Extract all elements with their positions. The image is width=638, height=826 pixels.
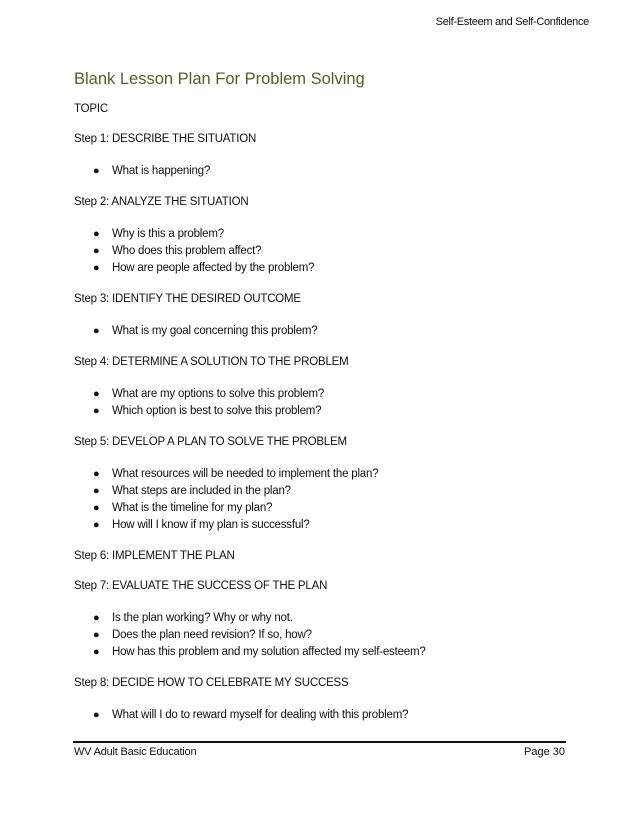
list-item <box>74 517 574 534</box>
document-body <box>74 101 574 724</box>
bullet-icon: ● <box>93 502 100 514</box>
step-heading-1: Step 1: DESCRIBE THE SITUATION <box>74 133 257 145</box>
footer-rule <box>73 741 566 743</box>
spacer <box>74 450 574 466</box>
step-heading-5: Step 5: DEVELOP A PLAN TO SOLVE THE PROBLEM <box>74 436 347 448</box>
step-2-bullets <box>74 226 574 277</box>
step-1-bullets <box>74 163 574 180</box>
spacer <box>74 210 574 226</box>
bullet-icon: ● <box>93 245 100 257</box>
list-item <box>74 323 574 340</box>
spacer <box>74 534 574 548</box>
bullet-icon: ● <box>93 629 100 641</box>
bullet-icon: ● <box>93 485 100 497</box>
list-item <box>74 243 574 260</box>
list-item-text: What is my goal concerning this problem? <box>112 325 318 337</box>
spacer <box>74 564 574 578</box>
footer-left-text: WV Adult Basic Education <box>74 746 197 758</box>
step-4-bullets <box>74 386 574 420</box>
spacer <box>74 661 574 675</box>
spacer <box>74 180 574 194</box>
spacer <box>74 117 574 131</box>
list-item-text: What are my options to solve this problem? <box>112 388 325 400</box>
list-item <box>74 466 574 483</box>
list-item-text: Who does this problem affect? <box>112 245 262 257</box>
list-item-text: What resources will be needed to implement the plan? <box>112 468 379 480</box>
bullet-icon: ● <box>93 405 100 417</box>
bullet-icon: ● <box>93 468 100 480</box>
bullet-icon: ● <box>93 612 100 624</box>
running-header: Self-Esteem and Self-Confidence <box>435 16 589 28</box>
bullet-icon: ● <box>93 709 100 721</box>
spacer <box>74 340 574 354</box>
list-item <box>74 707 574 724</box>
spacer <box>74 691 574 707</box>
list-item <box>74 386 574 403</box>
bullet-icon: ● <box>93 646 100 658</box>
step-3-bullets <box>74 323 574 340</box>
list-item <box>74 260 574 277</box>
list-item-text: Does the plan need revision? If so, how? <box>112 629 312 641</box>
spacer <box>74 307 574 323</box>
list-item <box>74 226 574 243</box>
step-heading-7: Step 7: EVALUATE THE SUCCESS OF THE PLAN <box>74 580 328 592</box>
list-item <box>74 500 574 517</box>
bullet-icon: ● <box>93 388 100 400</box>
list-item-text: Is the plan working? Why or why not. <box>112 612 293 624</box>
page-title: Blank Lesson Plan For Problem Solving <box>74 70 365 88</box>
list-item-text: What will I do to reward myself for dealing with this problem? <box>112 709 409 721</box>
list-item <box>74 403 574 420</box>
step-heading-8: Step 8: DECIDE HOW TO CELEBRATE MY SUCCESS <box>74 677 349 689</box>
bullet-icon: ● <box>93 325 100 337</box>
step-heading-2: Step 2: ANALYZE THE SITUATION <box>74 196 249 208</box>
step-8-bullets <box>74 707 574 724</box>
list-item-text: Why is this a problem? <box>112 228 224 240</box>
spacer <box>74 594 574 610</box>
list-item-text: How has this problem and my solution affected my self-esteem? <box>112 646 426 658</box>
list-item-text: Which option is best to solve this problem? <box>112 405 322 417</box>
list-item-text: How are people affected by the problem? <box>112 262 315 274</box>
list-item <box>74 644 574 661</box>
spacer <box>74 370 574 386</box>
list-item-text: What is the timeline for my plan? <box>112 502 273 514</box>
list-item <box>74 163 574 180</box>
step-7-bullets <box>74 610 574 661</box>
bullet-icon: ● <box>93 165 100 177</box>
bullet-icon: ● <box>93 519 100 531</box>
bullet-icon: ● <box>93 262 100 274</box>
list-item-text: What is happening? <box>112 165 211 177</box>
bullet-icon: ● <box>93 228 100 240</box>
step-5-bullets <box>74 466 574 534</box>
spacer <box>74 420 574 434</box>
list-item <box>74 627 574 644</box>
list-item-text: What steps are included in the plan? <box>112 485 291 497</box>
list-item <box>74 483 574 500</box>
step-heading-4: Step 4: DETERMINE A SOLUTION TO THE PROBLEM <box>74 356 349 368</box>
step-heading-3: Step 3: IDENTIFY THE DESIRED OUTCOME <box>74 293 301 305</box>
spacer <box>74 147 574 163</box>
topic-label: TOPIC <box>74 103 108 115</box>
spacer <box>74 277 574 291</box>
list-item <box>74 610 574 627</box>
page-number: Page 30 <box>524 746 565 758</box>
list-item-text: How will I know if my plan is successful? <box>112 519 310 531</box>
step-heading-6: Step 6: IMPLEMENT THE PLAN <box>74 550 235 562</box>
